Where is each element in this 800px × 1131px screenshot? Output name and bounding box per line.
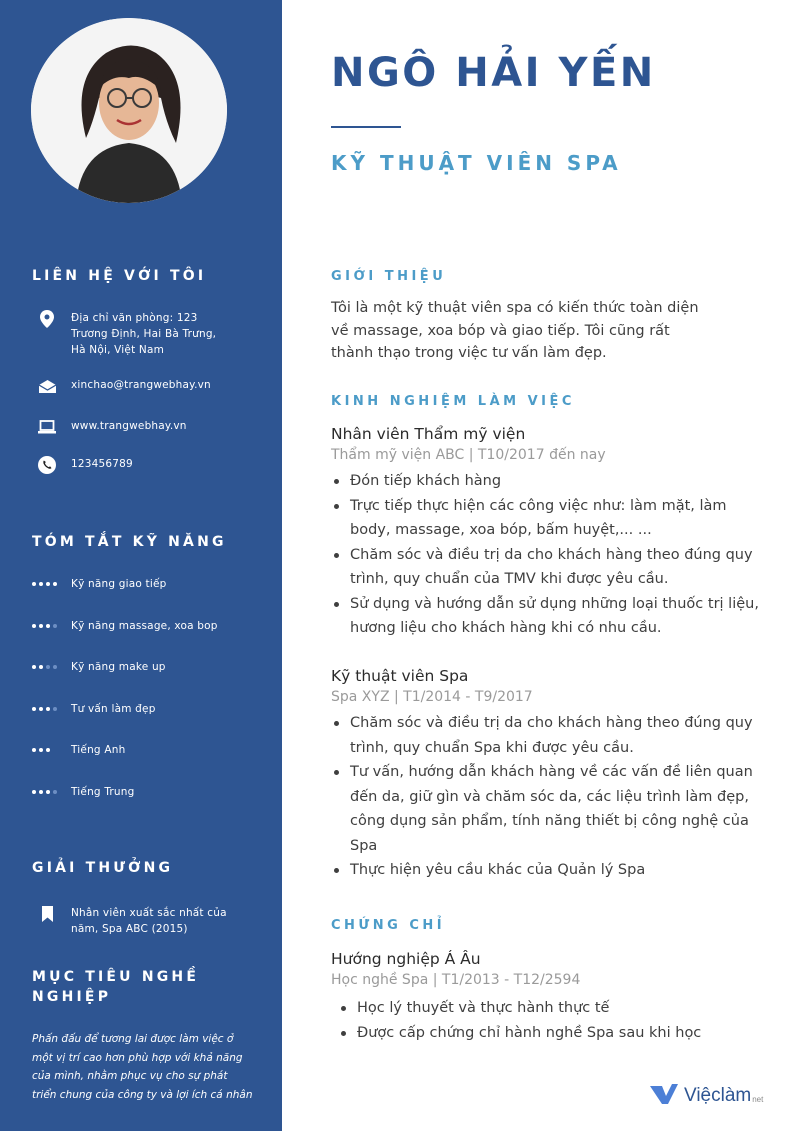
skill-level-dots — [32, 707, 62, 711]
skill-dot — [53, 624, 57, 628]
awards-heading: GIẢI THƯỞNG — [32, 860, 174, 876]
cert-bullets — [331, 996, 771, 1045]
intro-text: Tôi là một kỹ thuật viên spa có kiến thức toàn diện về massage, xoa bóp và giao tiếp. Tôi cũng rất thành thạo trong việc tư vấn làm đẹp. — [331, 300, 699, 361]
job-2-bullets — [331, 711, 761, 883]
list-item: Tư vấn, hướng dẫn khách hàng về các vấn đề liên quan đến da, giữ gìn và chăm sóc da, các liệu trình làm đẹp, công dụng sản phẩm, tính năng thiết bị công nghệ của Spa — [331, 760, 761, 858]
list-item: Thực hiện yêu cầu khác của Quản lý Spa — [331, 858, 761, 883]
skill-dot — [46, 665, 50, 669]
goal-heading-line2: NGHIỆP — [32, 989, 112, 1005]
skill-dot — [53, 665, 57, 669]
skill-label: Kỹ năng giao tiếp — [71, 578, 167, 590]
avatar — [31, 18, 227, 203]
page-title: NGÔ HẢI YẾN — [331, 50, 656, 96]
sidebar — [0, 0, 282, 1131]
goal-heading-line1: MỤC TIÊU NGHỀ — [32, 969, 200, 985]
skill-dot — [46, 624, 50, 628]
laptop-icon — [38, 418, 56, 436]
skill-level-dots — [32, 790, 62, 794]
contact-address — [38, 310, 268, 358]
skill-level-dots — [32, 665, 62, 669]
job-1-meta: Thẩm mỹ viện ABC | T10/2017 đến nay — [331, 447, 606, 463]
skill-dot — [32, 665, 36, 669]
cert-heading: CHỨNG CHỈ — [331, 918, 446, 933]
intro-heading: GIỚI THIỆU — [331, 269, 447, 284]
vieclam-logo-icon — [650, 1084, 678, 1108]
skill-dot — [46, 707, 50, 711]
list-item: Trực tiếp thực hiện các công việc như: làm mặt, làm body, massage, xoa bóp, bấm huyệt,... ... — [331, 494, 761, 543]
skill-dot — [39, 790, 43, 794]
skill-dot — [53, 790, 57, 794]
skill-dot — [39, 707, 43, 711]
skill-item — [32, 620, 262, 632]
skill-level-dots — [32, 624, 62, 628]
skill-dot — [53, 707, 57, 711]
address-text: Địa chỉ văn phòng: 123 Trương Định, Hai Bà Trưng, Hà Nội, Việt Nam — [71, 312, 217, 356]
skill-label: Kỹ năng make up — [71, 661, 166, 673]
cert-name: Hướng nghiệp Á Âu — [331, 950, 481, 968]
list-item: Sử dụng và hướng dẫn sử dụng những loại thuốc trị liệu, hương liệu cho khách hàng khi có nhu cầu. — [331, 592, 761, 641]
skill-dot — [39, 582, 43, 586]
watermark-suffix: net — [752, 1094, 764, 1104]
skill-item — [32, 786, 262, 798]
list-item: Chăm sóc và điều trị da cho khách hàng theo đúng quy trình, quy chuẩn Spa khi được yêu cầu. — [331, 711, 761, 760]
skill-dot — [32, 748, 36, 752]
skill-level-dots — [32, 748, 62, 752]
goal-heading — [32, 967, 199, 1007]
vieclam-watermark — [650, 1084, 763, 1108]
job-2-meta: Spa XYZ | T1/2014 - T9/2017 — [331, 689, 533, 705]
contact-email — [38, 377, 268, 395]
skill-item — [32, 661, 262, 673]
skill-level-dots — [32, 582, 62, 586]
job-1-bullets — [331, 469, 761, 641]
skill-label: Tư vấn làm đẹp — [71, 702, 156, 715]
skill-dot — [39, 748, 43, 752]
envelope-icon — [38, 377, 56, 395]
award-text: Nhân viên xuất sắc nhất của năm, Spa ABC (2015) — [71, 907, 227, 935]
website-link[interactable]: www.trangwebhay.vn — [71, 420, 187, 432]
skill-dot — [53, 582, 57, 586]
skill-dot — [32, 582, 36, 586]
skill-dot — [39, 665, 43, 669]
phone-text: 123456789 — [71, 458, 133, 470]
contact-heading: LIÊN HỆ VỚI TÔI — [32, 268, 207, 284]
skill-item — [32, 578, 262, 590]
skill-dot — [39, 624, 43, 628]
award-item — [38, 905, 268, 937]
list-item: Học lý thuyết và thực hành thực tế — [331, 996, 771, 1021]
title-divider — [331, 126, 401, 128]
skill-dot — [32, 790, 36, 794]
job-title: KỸ THUẬT VIÊN SPA — [331, 151, 622, 175]
skill-label: Tiếng Trung — [71, 785, 135, 798]
skill-label: Tiếng Anh — [71, 744, 126, 756]
list-item: Chăm sóc và điều trị da cho khách hàng theo đúng quy trình, quy chuẩn của TMV khi được yêu cầu. — [331, 543, 761, 592]
location-pin-icon — [38, 310, 56, 328]
email-link[interactable]: xinchao@trangwebhay.vn — [71, 379, 211, 391]
goal-text: Phấn đấu để tương lai được làm việc ở một vị trí cao hơn phù hợp với khả năng của mình, nhằm phục vụ cho sự phát triển chung của công ty và lợi ích cá nhân — [32, 1033, 253, 1101]
skill-item — [32, 703, 262, 715]
skill-dot — [32, 707, 36, 711]
skill-dot — [46, 790, 50, 794]
list-item: Được cấp chứng chỉ hành nghề Spa sau khi học — [331, 1021, 771, 1046]
watermark-text: Việclàm — [684, 1085, 752, 1106]
skills-heading: TÓM TẮT KỸ NĂNG — [32, 534, 227, 550]
skill-dot — [46, 582, 50, 586]
contact-phone — [38, 456, 268, 474]
skill-dot — [32, 624, 36, 628]
phone-icon — [38, 456, 56, 474]
skill-dot — [46, 748, 50, 752]
job-1-position: Nhân viên Thẩm mỹ viện — [331, 425, 526, 443]
job-2-position: Kỹ thuật viên Spa — [331, 667, 469, 685]
bookmark-icon — [38, 905, 56, 923]
skill-label: Kỹ năng massage, xoa bop — [71, 619, 218, 632]
experience-heading: KINH NGHIỆM LÀM VIỆC — [331, 394, 575, 409]
list-item: Đón tiếp khách hàng — [331, 469, 761, 494]
profile-photo — [31, 18, 227, 203]
skill-item — [32, 744, 262, 756]
cert-meta: Học nghề Spa | T1/2013 - T12/2594 — [331, 972, 581, 988]
contact-website — [38, 418, 268, 436]
